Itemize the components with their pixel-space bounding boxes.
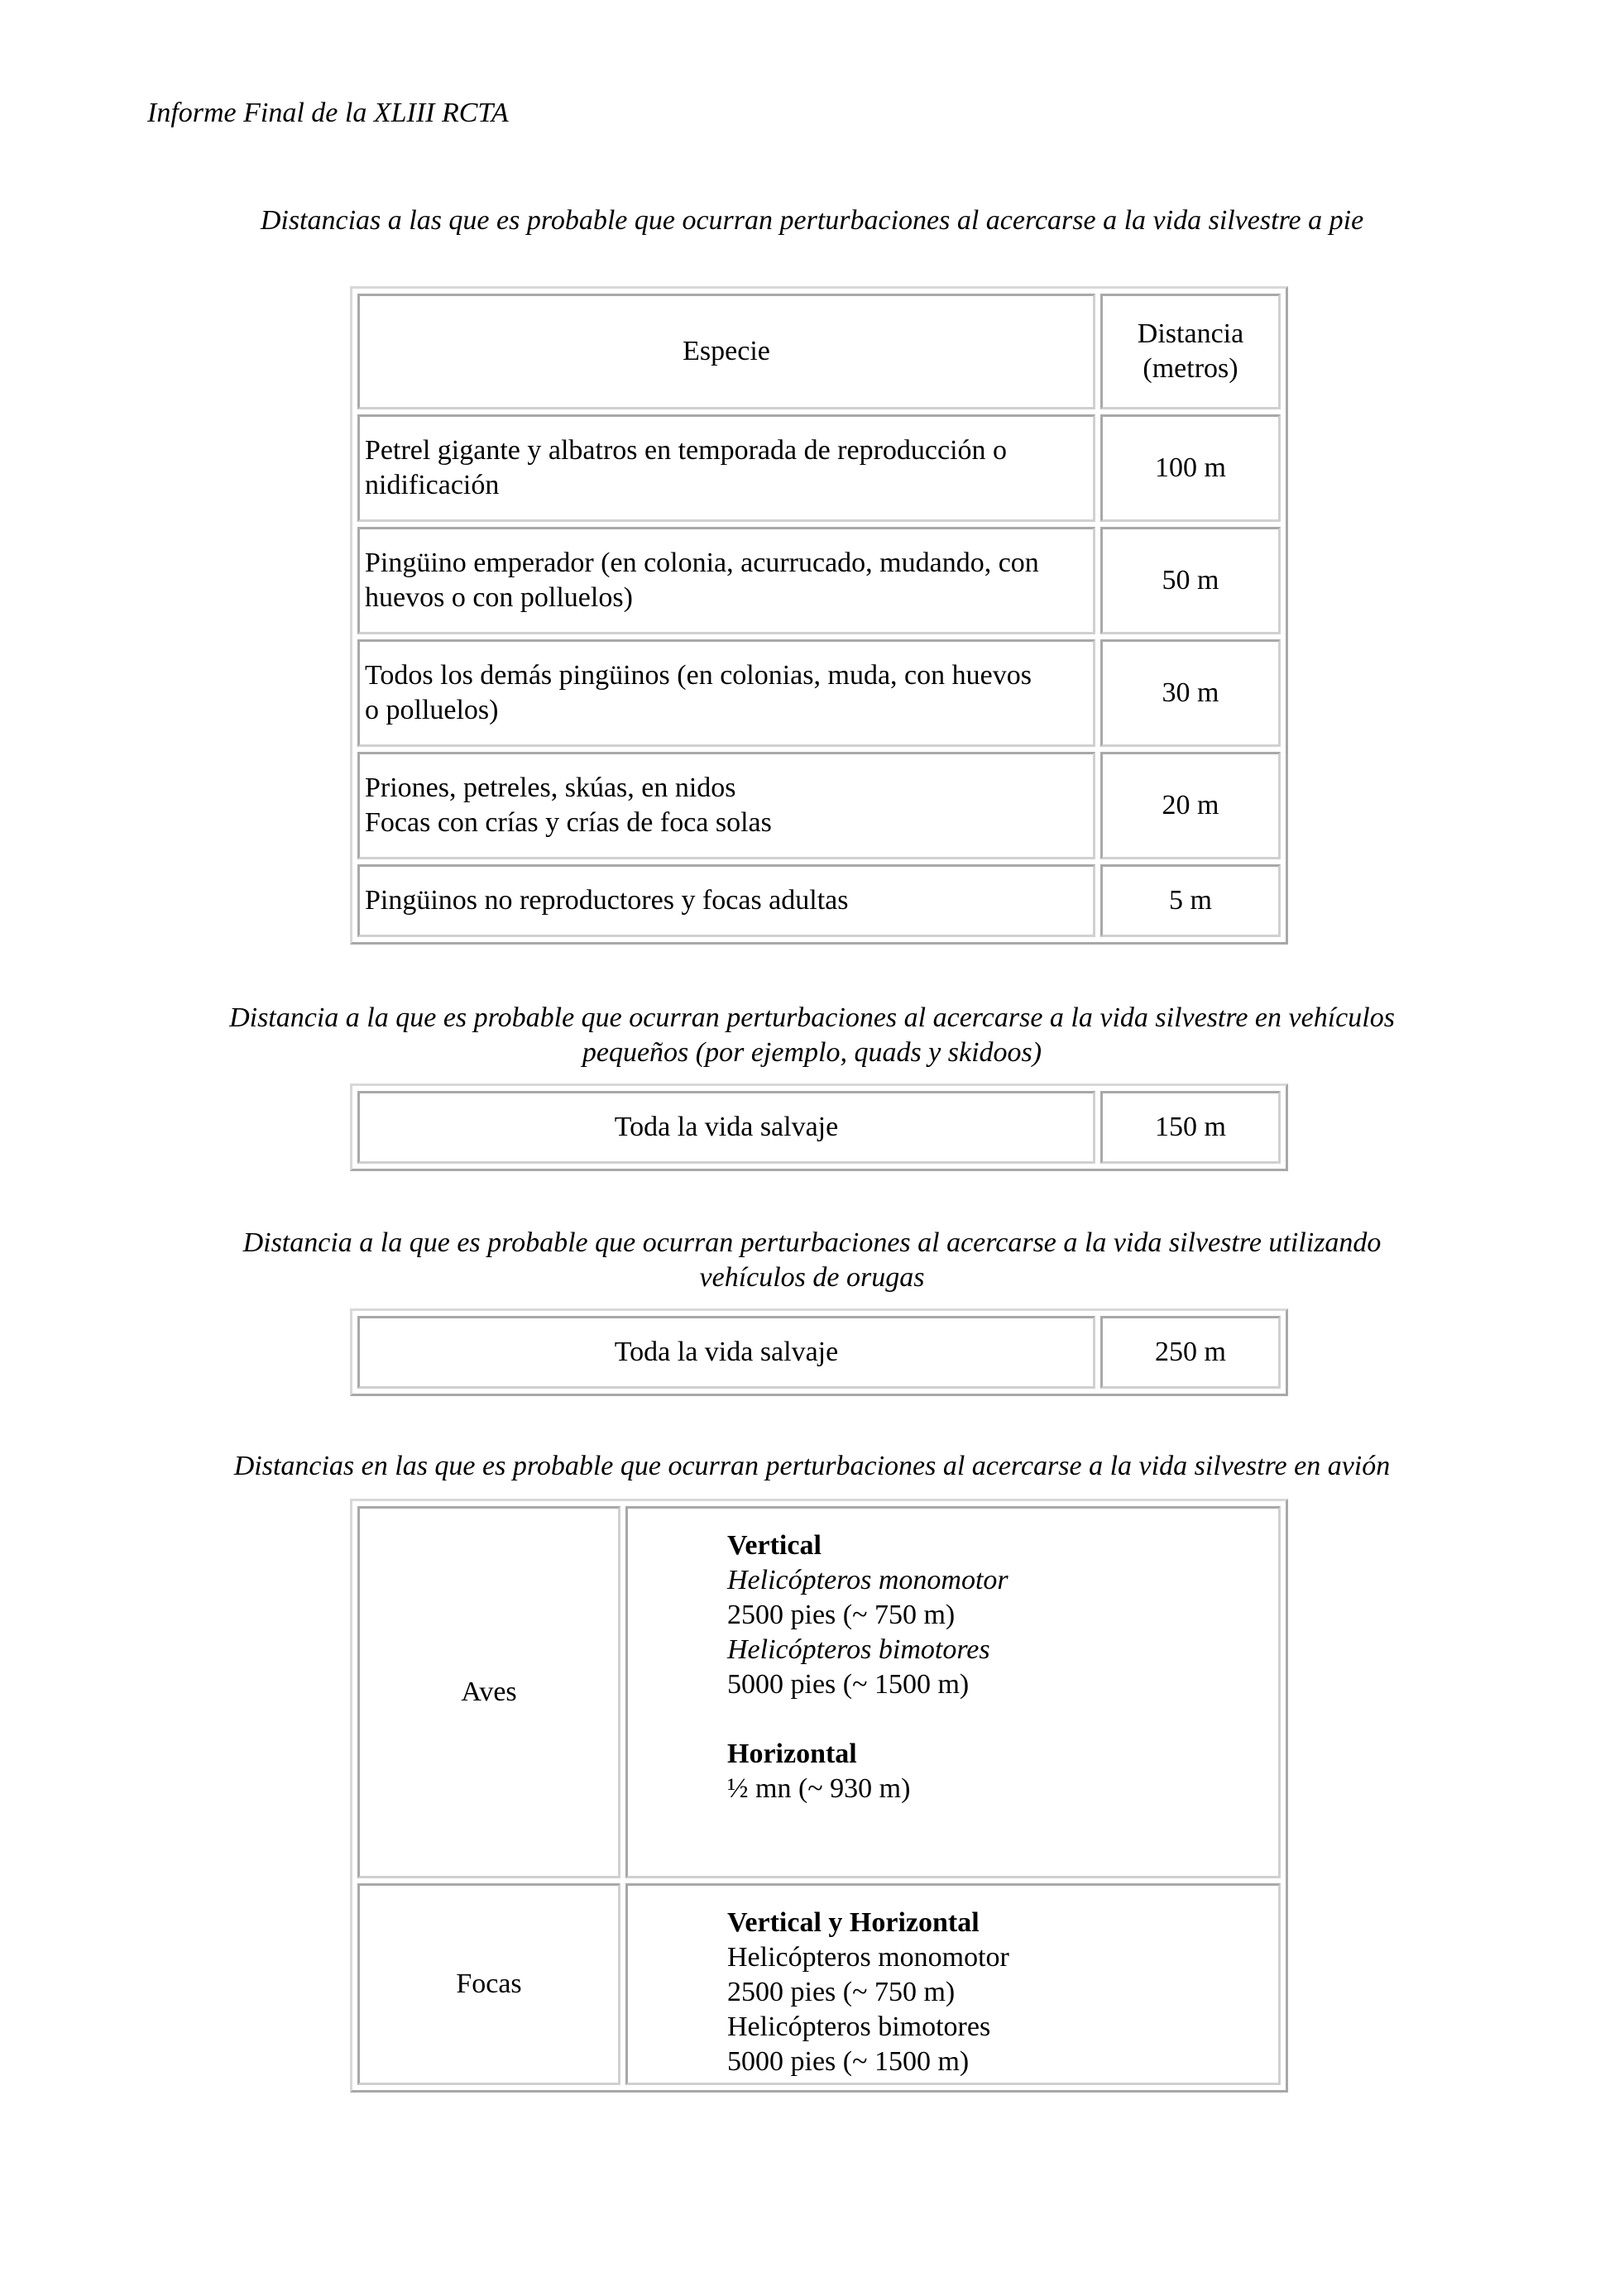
table-row	[357, 527, 1281, 634]
caption-small-vehicles	[147, 1001, 1477, 1070]
caption-line: vehículos de orugas	[699, 1262, 925, 1293]
species-cell	[357, 864, 1095, 937]
group-cell-birds: Aves	[357, 1506, 620, 1878]
caption-aircraft: Distancias en las que es probable que ocurran perturbaciones al acercarse a la vida silvestre en avión	[233, 1451, 1391, 1481]
table-row	[357, 639, 1281, 747]
twin-engine-value: 5000 pies (~ 1500 m)	[727, 2046, 970, 2077]
single-engine-value: 2500 pies (~ 750 m)	[727, 1977, 956, 2007]
table-row	[357, 1091, 1281, 1164]
table-row-birds	[357, 1506, 1281, 1878]
caption-line: Distancia a la que es probable que ocurran perturbaciones al acercarse a la vida silvestre utilizando	[242, 1227, 1382, 1258]
table-header-row	[357, 294, 1281, 409]
wildlife-cell: Toda la vida salvaje	[357, 1316, 1095, 1389]
table-tracked-vehicles	[350, 1308, 1288, 1396]
species-line: Petrel gigante y albatros en temporada de reproducción o	[365, 435, 1008, 466]
species-line: o polluelos)	[365, 695, 499, 725]
aircraft-distances-birds	[625, 1506, 1281, 1878]
horizontal-value: ½ mn (~ 930 m)	[727, 1773, 911, 1804]
species-line: huevos o con polluelos)	[365, 582, 633, 613]
table-row	[357, 864, 1281, 937]
table-row	[357, 1316, 1281, 1389]
species-line: Todos los demás pingüinos (en colonias, muda, con huevos	[365, 660, 1032, 691]
species-line: Focas con crías y crías de foca solas	[365, 807, 772, 838]
spacer	[727, 1702, 1273, 1737]
distance-cell: 150 m	[1100, 1091, 1281, 1164]
table-row-seals	[357, 1883, 1281, 2085]
horizontal-heading: Horizontal	[727, 1739, 857, 1769]
species-line: Priones, petreles, skúas, en nidos	[365, 773, 736, 803]
distance-cell: 100 m	[1100, 414, 1281, 522]
distance-cell: 5 m	[1100, 864, 1281, 937]
table-row	[357, 752, 1281, 859]
distance-cell: 30 m	[1100, 639, 1281, 747]
table-aircraft	[350, 1499, 1288, 2093]
distance-cell: 250 m	[1100, 1316, 1281, 1389]
species-line: nidificación	[365, 470, 500, 500]
header-distancia-label: Distancia	[1137, 318, 1244, 349]
distance-cell: 50 m	[1100, 527, 1281, 634]
table-small-vehicles	[350, 1083, 1288, 1171]
header-distancia-unit: (metros)	[1143, 353, 1238, 384]
species-line: Pingüinos no reproductores y focas adultas	[365, 885, 849, 916]
running-header: Informe Final de la XLIII RCTA	[147, 98, 509, 128]
species-cell	[357, 414, 1095, 522]
species-cell	[357, 752, 1095, 859]
twin-engine-label: Helicópteros bimotores	[727, 1634, 990, 1665]
header-distancia	[1100, 294, 1281, 409]
twin-engine-label: Helicópteros bimotores	[727, 2011, 991, 2042]
caption-line: Distancia a la que es probable que ocurran perturbaciones al acercarse a la vida silvestre en vehículos	[229, 1002, 1395, 1033]
species-cell	[357, 527, 1095, 634]
vertical-horizontal-heading: Vertical y Horizontal	[727, 1907, 980, 1938]
species-cell	[357, 639, 1095, 747]
table-row	[357, 414, 1281, 522]
aircraft-distances-seals	[625, 1883, 1281, 2085]
group-cell-seals: Focas	[357, 1883, 620, 2085]
caption-on-foot: Distancias a las que es probable que ocurran perturbaciones al acercarse a la vida silvestre a pie	[260, 205, 1364, 236]
distance-cell: 20 m	[1100, 752, 1281, 859]
single-engine-label: Helicópteros monomotor	[727, 1565, 1008, 1595]
header-especie: Especie	[357, 294, 1095, 409]
table-on-foot	[350, 286, 1288, 945]
species-line: Pingüino emperador (en colonia, acurrucado, mudando, con	[365, 548, 1039, 578]
single-engine-value: 2500 pies (~ 750 m)	[727, 1600, 956, 1630]
vertical-heading: Vertical	[727, 1530, 822, 1561]
twin-engine-value: 5000 pies (~ 1500 m)	[727, 1669, 970, 1700]
single-engine-label: Helicópteros monomotor	[727, 1942, 1009, 1973]
caption-line: pequeños (por ejemplo, quads y skidoos)	[582, 1037, 1042, 1068]
wildlife-cell: Toda la vida salvaje	[357, 1091, 1095, 1164]
caption-tracked-vehicles	[147, 1226, 1477, 1295]
